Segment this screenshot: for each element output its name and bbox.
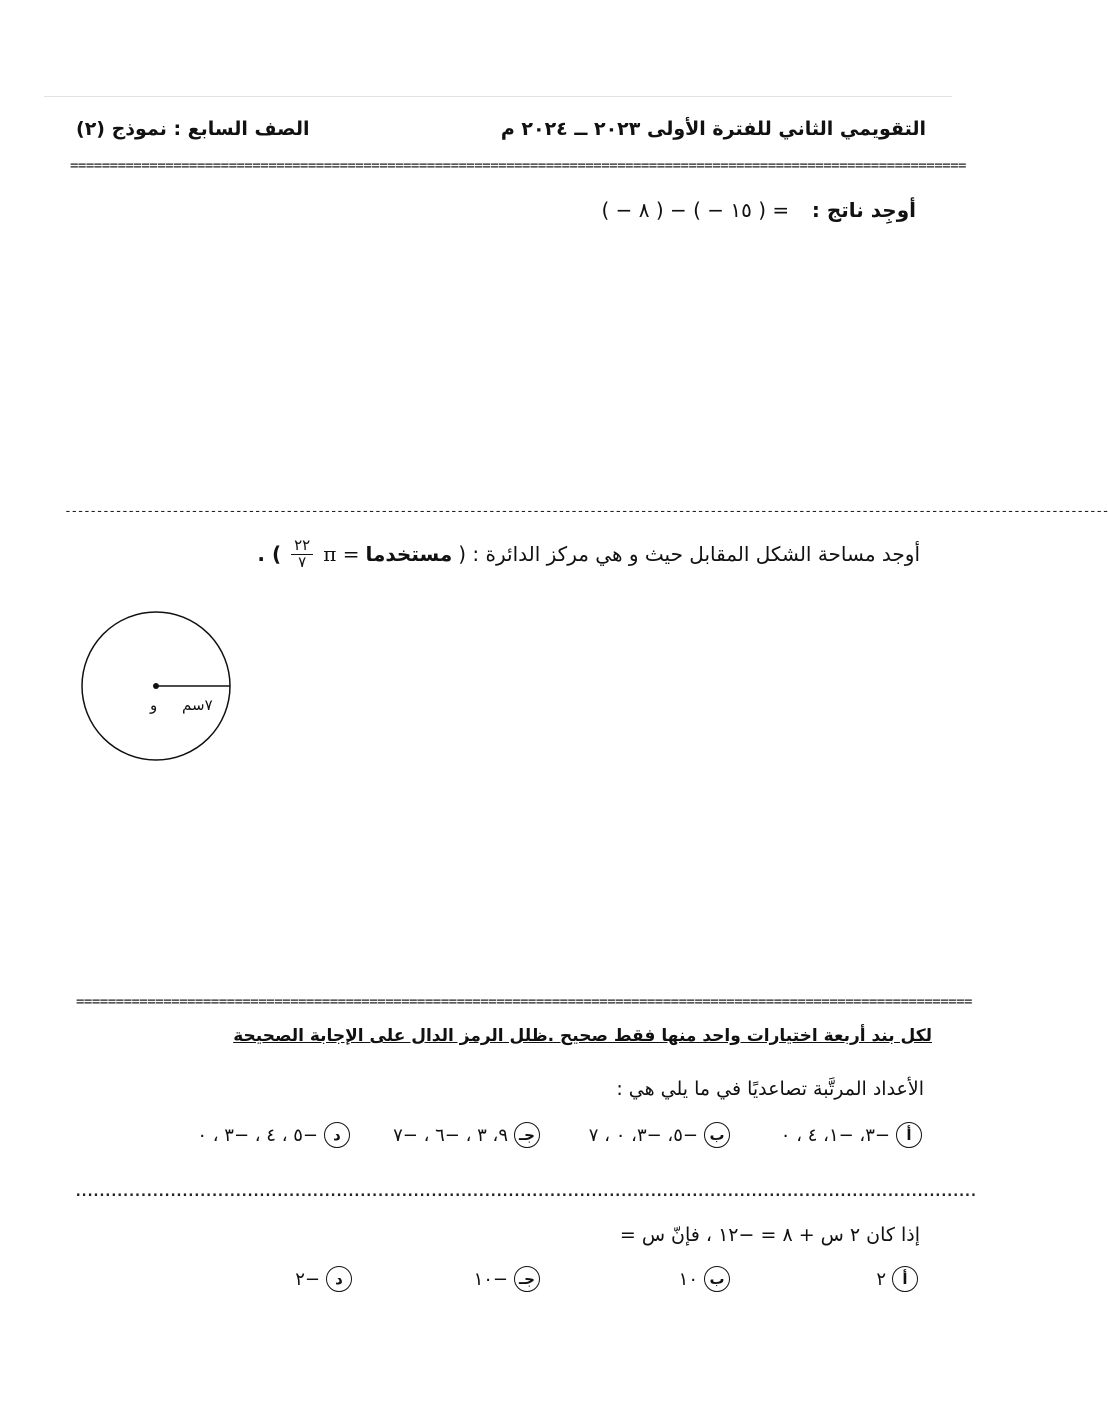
dotted-separator: ........................................................................................................................................................ [74, 1184, 976, 1200]
double-separator-2: ================================================================================================================= [76, 994, 972, 1010]
option-circle-d[interactable]: د [324, 1122, 350, 1148]
double-separator-1: ================================================================================================================= [70, 158, 966, 174]
option-text: ٩، ٣ ، −٦ ، −٧ [393, 1124, 508, 1146]
mcq-1-option-b[interactable] [589, 1122, 730, 1148]
mcq-2-option-c[interactable] [474, 1266, 540, 1292]
pi-fraction-denominator: ٧ [298, 552, 307, 571]
pi-fraction [291, 538, 313, 571]
circle-diagram [78, 610, 234, 766]
option-circle-c[interactable]: جـ [514, 1122, 540, 1148]
center-point [153, 683, 159, 689]
question-1-expression: ( − ٨ ) − ( − ١٥ ) = [601, 198, 790, 222]
option-text: −٥ ، ٤ ، −٣ ، ٠ [197, 1124, 318, 1146]
question-1 [601, 198, 916, 222]
mcq-2-stem: إذا كان ٢ س + ٨ = −١٢ ، فإنّ س = [619, 1224, 920, 1246]
question-2-using: مستخدما [365, 542, 453, 567]
mcq-2-option-b[interactable] [679, 1266, 730, 1292]
option-text: ٢ [876, 1268, 886, 1290]
option-text: −٢ [295, 1268, 320, 1290]
center-label: و [150, 696, 158, 714]
mcq-2-option-a[interactable] [876, 1266, 918, 1292]
question-1-prompt: أوجِد ناتج : [811, 198, 916, 222]
mcq-2-option-d[interactable] [295, 1266, 352, 1292]
option-circle-a[interactable]: أ [896, 1122, 922, 1148]
question-2-prompt: أوجد مساحة الشكل المقابل حيث و هي مركز الدائرة : ( [458, 542, 920, 567]
question-2 [257, 538, 920, 571]
option-text: −٣، −١، ٤ ، ٠ [780, 1124, 890, 1146]
exam-title: التقويمي الثاني للفترة الأولى ٢٠٢٣ ــ ٢٠٢٤ م [500, 118, 926, 140]
pi-fraction-numerator: ٢٢ [291, 538, 313, 555]
mcq-1-option-a[interactable] [781, 1122, 922, 1148]
option-circle-a[interactable]: أ [892, 1266, 918, 1292]
page-top-rule [44, 96, 952, 97]
option-circle-c[interactable]: جـ [514, 1266, 540, 1292]
option-text: −٥، −٣، ٠ ، ٧ [588, 1124, 698, 1146]
mcq-instructions: لكل بند أربعة اختيارات واحد منها فقط صحيح .ظلل الرمز الدال على الإجابة الصحيحة [233, 1026, 932, 1046]
option-circle-d[interactable]: د [326, 1266, 352, 1292]
radius-label: ٧سم [182, 696, 213, 714]
mcq-1-option-d[interactable] [197, 1122, 350, 1148]
mcq-1-stem: الأعداد المرتَّبة تصاعديًا في ما يلي هي : [616, 1078, 924, 1100]
circle-figure [78, 610, 234, 766]
option-text: −١٠ [473, 1268, 508, 1290]
option-circle-b[interactable]: ب [704, 1122, 730, 1148]
option-text: ١٠ [678, 1268, 698, 1290]
grade-model-label: الصف السابع : نموذج (٢) [76, 118, 310, 140]
question-2-closing: ) . [257, 542, 282, 567]
option-circle-b[interactable]: ب [704, 1266, 730, 1292]
pi-equals: π = [323, 542, 360, 567]
dashed-separator: --------------------------------------------------------------------------------------------------------------------------------------------------------------------- [64, 504, 1108, 519]
mcq-1-option-c[interactable] [393, 1122, 540, 1148]
